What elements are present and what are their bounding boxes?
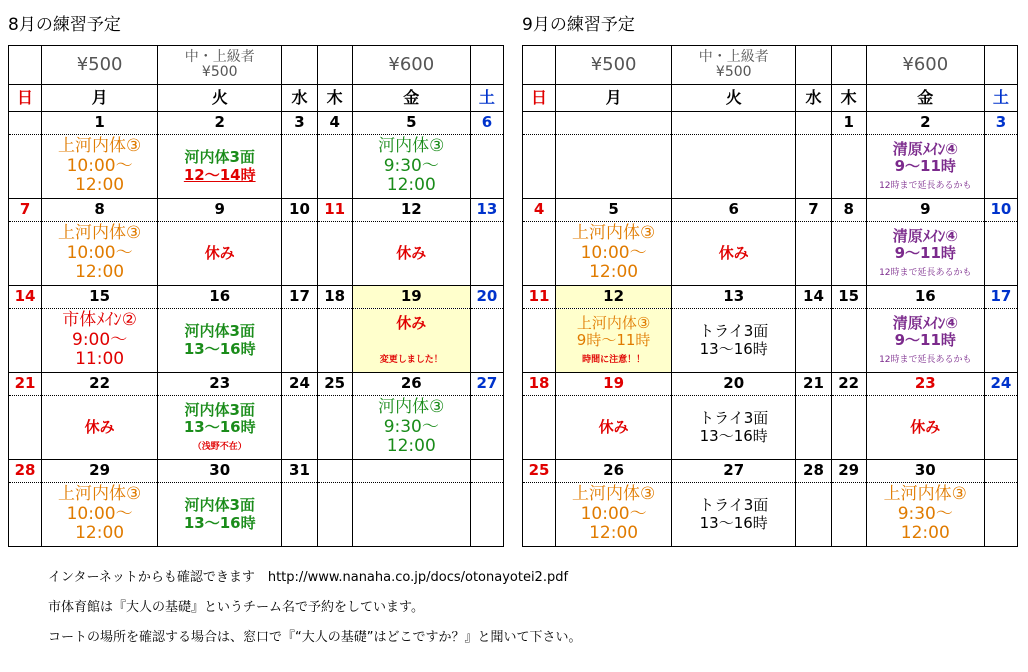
activity-row (9, 309, 504, 373)
september-title: 9月の練習予定 (522, 15, 635, 35)
day-number-row: 18 19 20 21 22 23 24 (523, 373, 1018, 396)
day-number-row: 11 12 13 14 15 16 17 (523, 286, 1018, 309)
activity-row (523, 309, 1018, 373)
activity-row (9, 483, 504, 547)
schedule-cell: 休み (158, 222, 282, 286)
schedule-cell: 市体ﾒｲﾝ② 9:00～ 11:00 (42, 309, 158, 373)
schedule-cell: 休み 変更しました！ (352, 309, 470, 373)
schedule-cell: 上河内体③ 10:00～ 12:00 (556, 222, 672, 286)
august-title: 8月の練習予定 (8, 15, 121, 35)
schedule-cell: 休み (556, 396, 672, 460)
schedule-cell: 河内体3面 12～14時 (158, 135, 282, 199)
weekday-header: 日 月 火 水 木 金 土 (523, 85, 1018, 112)
activity-row (9, 222, 504, 286)
footer-team-note: 市体育館は『大人の基礎』というチーム名で予約をしています。 (48, 600, 424, 615)
schedule-cell: トライ3面 13～16時 (672, 309, 796, 373)
schedule-cell: 河内体3面 13～16時 (158, 483, 282, 547)
schedule-cell: 上河内体③ 10:00～ 12:00 (42, 135, 158, 199)
schedule-cell: 休み (42, 396, 158, 460)
schedule-cell: トライ3面 13～16時 (672, 483, 796, 547)
schedule-cell: 休み (672, 222, 796, 286)
weekday-header: 日 月 火 水 木 金 土 (9, 85, 504, 112)
activity-row (9, 396, 504, 460)
schedule-cell: 河内体3面 13～16時 （浅野不在） (158, 396, 282, 460)
day-number-row: 21 22 23 24 25 26 27 (9, 373, 504, 396)
day-number-row: 4 5 6 7 8 9 10 (523, 199, 1018, 222)
day-number-row: 14 15 16 17 18 19 20 (9, 286, 504, 309)
schedule-cell: 清原ﾒｲﾝ④ 9～11時 12時まで延長あるかも (866, 222, 984, 286)
schedule-cell: 河内体3面 13～16時 (158, 309, 282, 373)
activity-row (9, 135, 504, 199)
schedule-cell: 上河内体③ 10:00～ 12:00 (42, 483, 158, 547)
price-tue: 中・上級者 ¥500 (158, 46, 282, 85)
activity-row (523, 135, 1018, 199)
activity-row (523, 483, 1018, 547)
activity-row (523, 396, 1018, 460)
august-calendar (8, 45, 504, 547)
day-number-row: 1 2 3 4 5 6 (9, 112, 504, 135)
price-mon: ¥500 (556, 46, 672, 85)
september-calendar (522, 45, 1018, 547)
schedule-cell: 清原ﾒｲﾝ④ 9～11時 12時まで延長あるかも (866, 309, 984, 373)
price-fri: ¥600 (352, 46, 470, 85)
price-tue: 中・上級者 ¥500 (672, 46, 796, 85)
schedule-cell: 上河内体③ 10:00～ 12:00 (42, 222, 158, 286)
schedule-cell: 清原ﾒｲﾝ④ 9～11時 12時まで延長あるかも (866, 135, 984, 199)
schedule-cell: 休み (866, 396, 984, 460)
price-fri: ¥600 (866, 46, 984, 85)
day-number-row: 1 2 3 (523, 112, 1018, 135)
activity-row (523, 222, 1018, 286)
day-number-row: 7 8 9 10 11 12 13 (9, 199, 504, 222)
schedule-cell: 上河内体③ 10:00～ 12:00 (556, 483, 672, 547)
day-number-row: 25 26 27 28 29 30 (523, 460, 1018, 483)
schedule-cell: 上河内体③ 9時～11時 時間に注意！！ (556, 309, 672, 373)
price-mon: ¥500 (42, 46, 158, 85)
footer-url-note: インターネットからも確認できます http://www.nanaha.co.jp/docs/otonayotei2.pdf (48, 570, 569, 585)
schedule-cell: 河内体③ 9:30～ 12:00 (352, 396, 470, 460)
schedule-cell: 河内体③ 9:30～ 12:00 (352, 135, 470, 199)
schedule-cell: トライ3面 13～16時 (672, 396, 796, 460)
day-number-row: 28 29 30 31 (9, 460, 504, 483)
schedule-cell: 上河内体③ 9:30～ 12:00 (866, 483, 984, 547)
schedule-cell: 休み (352, 222, 470, 286)
footer-court-note: コートの場所を確認する場合は、窓口で『“大人の基礎”はどこですか？』と聞いて下さい。 (48, 630, 582, 645)
